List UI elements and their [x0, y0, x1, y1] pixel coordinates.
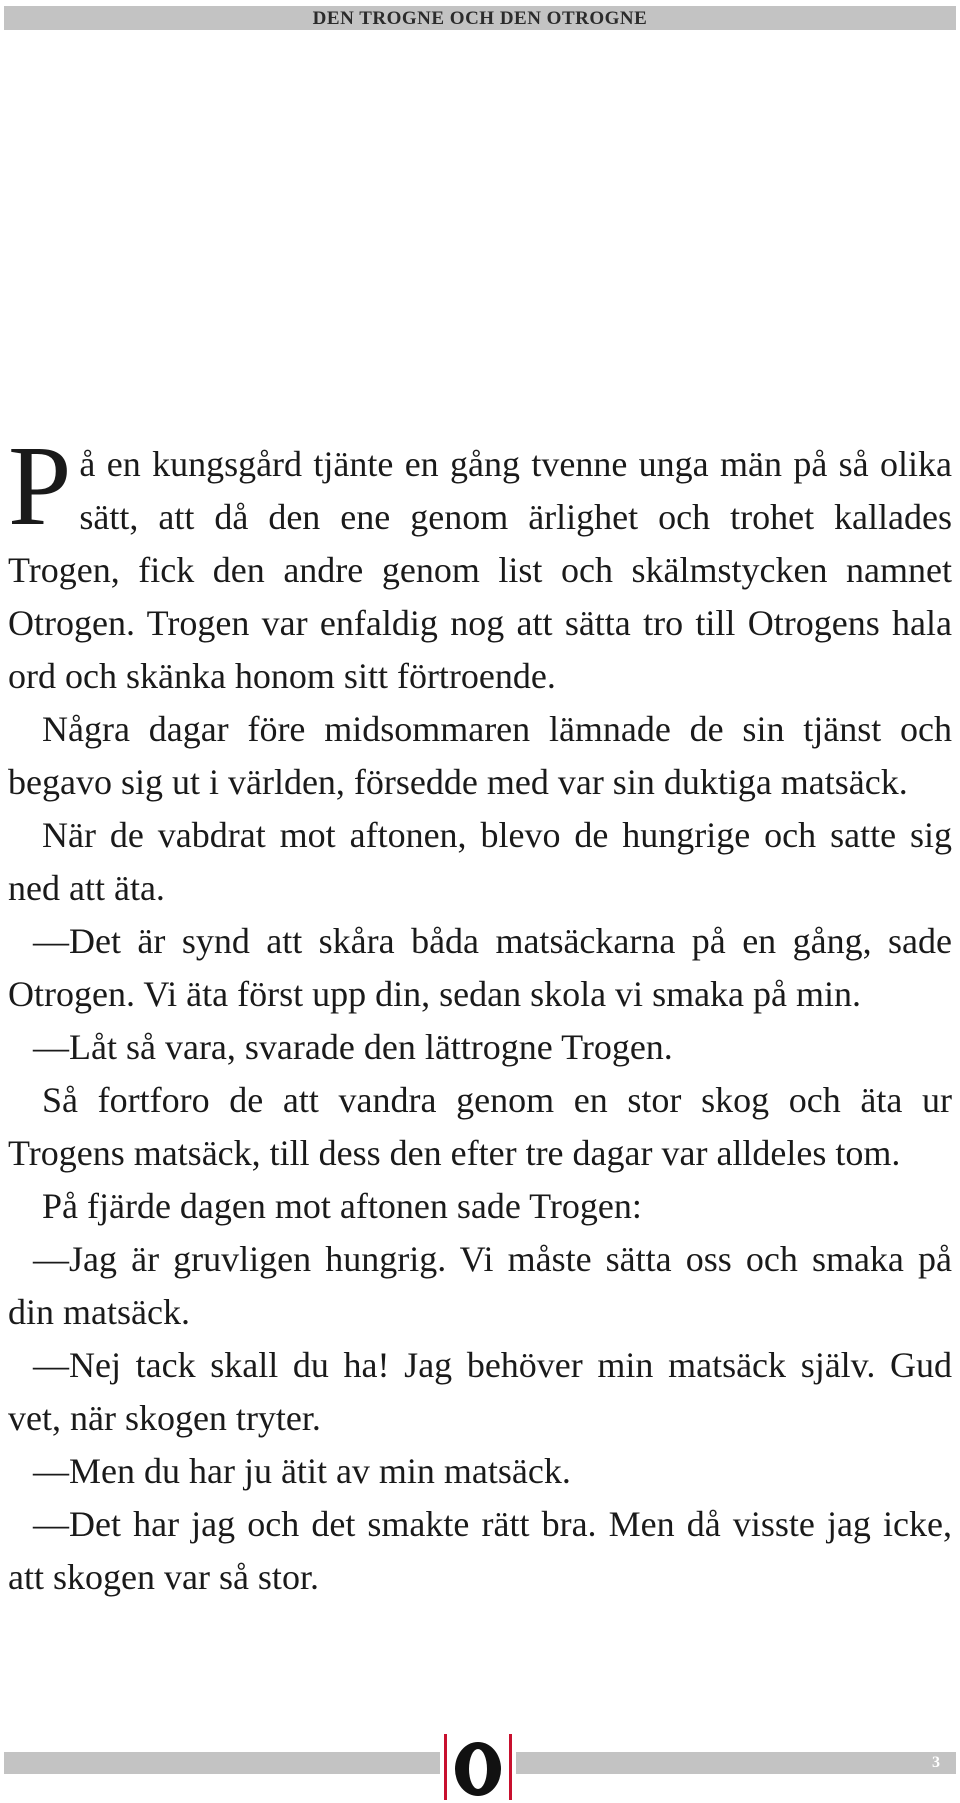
logo-right-rule [509, 1734, 512, 1800]
paragraph-3: När de vabdrat mot aftonen, blevo de hungrige och satte sig ned att äta. [8, 815, 952, 908]
paragraph-1 [8, 422, 952, 703]
paragraph-11: —Det har jag och det smakte rätt bra. Men då visste jag icke, att skogen var så stor. [8, 1504, 952, 1597]
paragraph-5: —Låt så vara, svarade den lättrogne Trogen. [33, 1027, 673, 1067]
paragraph-10: —Men du har ju ätit av min matsäck. [33, 1451, 571, 1491]
paragraph-1-text: å en kungsgård tjänte en gång tvenne unga män på så olika sätt, att då den ene genom ärlighet och trohet kallades Trogen, fick den andre genom list och skälmstycken namnet Otrogen. Trogen var enfaldig nog att sätta tro till Otrogens hala ord och skänka honom sitt förtroende. [8, 444, 952, 696]
paragraph-4: —Det är synd att skåra båda matsäckarna på en gång, sade Otrogen. Vi äta först upp din, sedan skola vi smaka på min. [8, 921, 952, 1014]
paragraph-8: —Jag är gruvligen hungrig. Vi måste sätta oss och smaka på din matsäck. [8, 1239, 952, 1332]
running-header [4, 6, 956, 30]
page-number: 3 [932, 1754, 940, 1771]
logo-o-glyph [453, 1740, 503, 1798]
paragraph-6: Så fortforo de att vandra genom en stor skog och äta ur Trogens matsäck, till dess den efter tre dagar var alldeles tom. [8, 1080, 952, 1173]
story-text [8, 422, 952, 1604]
paragraph-9: —Nej tack skall du ha! Jag behöver min matsäck själv. Gud vet, när skogen tryter. [8, 1345, 952, 1438]
logo-left-rule [444, 1734, 447, 1800]
drop-cap: P [8, 422, 72, 549]
running-header-title: DEN TROGNE OCH DEN OTROGNE [312, 8, 648, 29]
paragraph-7: På fjärde dagen mot aftonen sade Trogen: [42, 1186, 642, 1226]
paragraph-2: Några dagar före midsommaren lämnade de sin tjänst och begavo sig ut i världen, försedde med var sin duktiga matsäck. [8, 709, 952, 802]
publisher-o-logo-icon [440, 1734, 516, 1800]
